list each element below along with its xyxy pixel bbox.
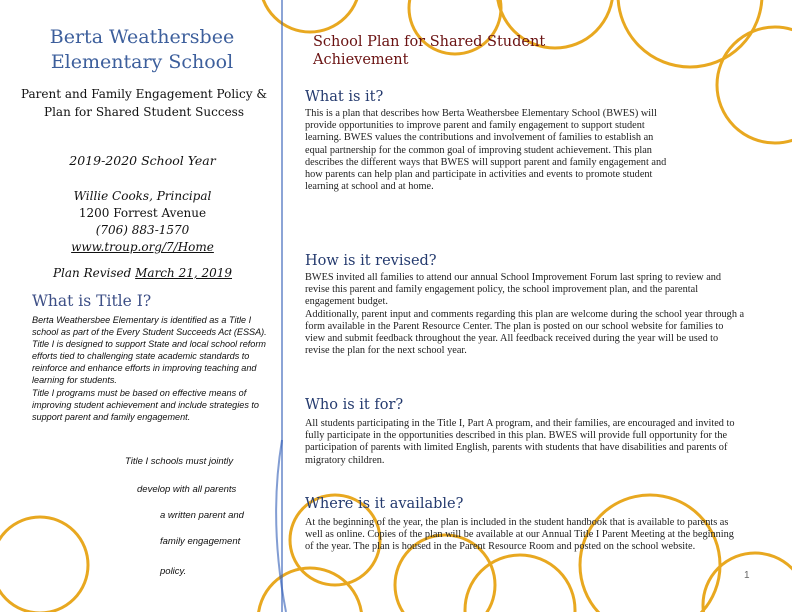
section-body-who (305, 418, 750, 467)
school-website-link[interactable]: www.troup.org/7/Home (71, 240, 214, 254)
section-heading-who: Who is it for? (305, 397, 404, 413)
section-paragraph: All students participating in the Title I, Part A program, and their families, are encouraged and invited to fully participate in the opportunities described in this plan. BWES will provide full opportunity for the participation of parents with limited English, parents with students that have disabilities and parents of migratory children. (305, 418, 735, 466)
title-one-fragment: a written parent and (160, 510, 244, 521)
policy-title-text: Parent and Family Engagement Policy & Plan for Shared Student Success (20, 87, 268, 119)
title-one-heading: What is Title I? (32, 292, 152, 310)
revised-label: Plan Revised (52, 266, 132, 280)
revised-date: March 21, 2019 (135, 266, 233, 280)
school-name: Berta Weathersbee Elementary School (49, 26, 235, 73)
title-one-body (32, 314, 270, 423)
policy-title (18, 85, 270, 121)
principal-name: Willie Cooks, Principal (73, 189, 212, 203)
page-number: 1 (744, 570, 750, 581)
section-body-what (305, 108, 670, 193)
section-paragraph: This is a plan that describes how Berta Weathersbee Elementary School (BWES) will provide opportunities to improve parent and family engagement to support student learning. BWES values the contributions and involvement of families to establish an equal partnership for the common goal of improving student achievement. This plan describes the different ways that BWES will support parent and family engagement and how parents can help plan and participate in activities and events to promote student learning at school and at home. (305, 108, 667, 193)
school-address: 1200 Forrest Avenue (78, 206, 207, 220)
section-heading-how: How is it revised? (305, 253, 437, 269)
title-one-paragraph: Title I programs must be based on effective means of improving student achievement and include strategies to support parent and family engagement. (32, 387, 259, 422)
title-one-fragment: family engagement (160, 536, 241, 547)
section-paragraph: Additionally, parent input and comments regarding this plan are welcome during the school year through a form available in the Parent Resource Center. The plan is posted on our school website for families to view and submit feedback throughout the year. All feedback received during the year will be used to revise the plan for the next school year. (305, 308, 745, 357)
plan-title: School Plan for Shared Student Achievement (313, 34, 546, 68)
title-one-fragment: policy. (160, 566, 187, 577)
title-one-paragraph: Berta Weathersbee Elementary is identified as a Title I school as part of the Every Student Succeeds Act (ESSA). Title I is designed to support State and local school reform efforts tied to challenging state academic standards to reinforce and enhance efforts in improving teaching and learning for students. (32, 315, 267, 386)
contact-block (20, 188, 265, 256)
school-year: 2019-2020 School Year (69, 153, 216, 168)
plan-revised (20, 266, 265, 280)
section-heading-where: Where is it available? (305, 496, 464, 512)
title-one-fragment: Title I schools must jointly (125, 456, 234, 467)
section-paragraph: At the beginning of the year, the plan is included in the student handbook that is available to parents as well as online. Copies of the plan will be available at our Annual Title I Parent Meeting at the beginning of the year. The plan is housed in the Parent Resource Room and posted on the school website. (305, 517, 734, 553)
section-paragraph: BWES invited all families to attend our annual School Improvement Forum last spring to review and revise this parent and family engagement policy, the school improvement plan, and the parental engagement budget. (305, 272, 722, 308)
section-heading-what: What is it? (305, 89, 384, 105)
school-phone: (706) 883-1570 (95, 223, 190, 237)
section-body-where (305, 517, 743, 554)
title-one-fragment: develop with all parents (137, 484, 237, 495)
section-body-how (305, 272, 745, 357)
